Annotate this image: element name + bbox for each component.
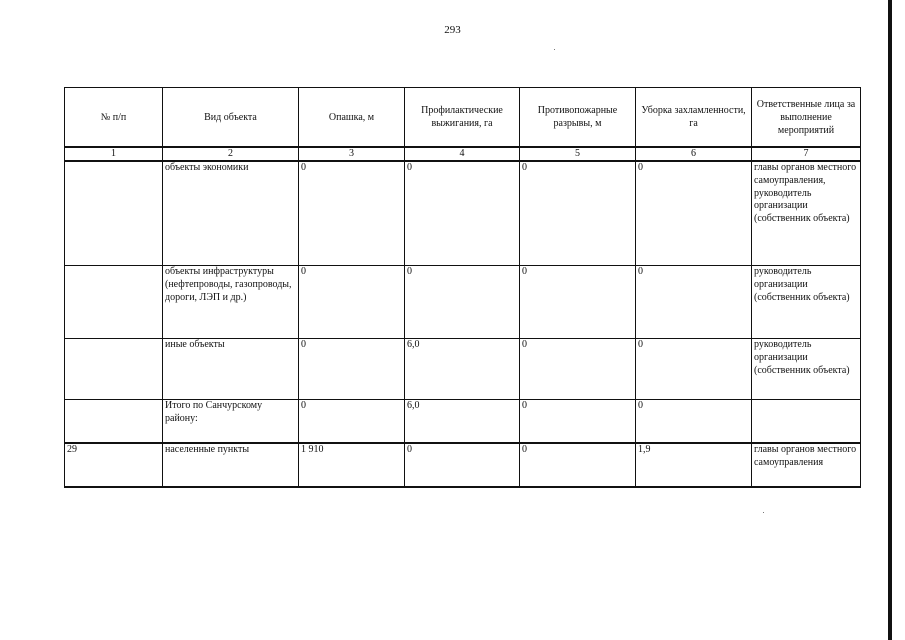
cell-plowing: 0 bbox=[299, 400, 405, 444]
column-number-row bbox=[65, 147, 861, 161]
header-cleanup: Уборка захламленности, га bbox=[636, 88, 752, 148]
cell-burning: 6,0 bbox=[405, 339, 520, 400]
cell-cleanup: 0 bbox=[636, 400, 752, 444]
scan-speck bbox=[554, 49, 555, 50]
cell-burning: 0 bbox=[405, 443, 520, 487]
column-number: 4 bbox=[405, 147, 520, 161]
cell-number: 29 bbox=[65, 443, 163, 487]
cell-object-type: иные объекты bbox=[163, 339, 299, 400]
cell-object-type: объекты экономики bbox=[163, 161, 299, 266]
header-plowing: Опашка, м bbox=[299, 88, 405, 148]
cell-number bbox=[65, 161, 163, 266]
cell-burning: 6,0 bbox=[405, 400, 520, 444]
column-number: 5 bbox=[520, 147, 636, 161]
header-responsible: Ответственные лица за выполнение мероприятий bbox=[752, 88, 861, 148]
table-row bbox=[65, 266, 861, 339]
cell-cleanup: 0 bbox=[636, 266, 752, 339]
cell-firebreaks: 0 bbox=[520, 161, 636, 266]
column-number: 7 bbox=[752, 147, 861, 161]
scan-speck bbox=[763, 512, 764, 513]
table-row bbox=[65, 443, 861, 487]
cell-firebreaks: 0 bbox=[520, 400, 636, 444]
cell-cleanup: 0 bbox=[636, 339, 752, 400]
cell-plowing: 0 bbox=[299, 161, 405, 266]
cell-responsible: главы органов местного самоуправления, руководитель организации (собственник объекта) bbox=[752, 161, 861, 266]
cell-object-type: объекты инфраструктуры (нефтепроводы, газопроводы, дороги, ЛЭП и др.) bbox=[163, 266, 299, 339]
scan-edge-line bbox=[888, 0, 892, 640]
fire-measures-table bbox=[64, 87, 861, 488]
cell-number bbox=[65, 266, 163, 339]
table-header-row bbox=[65, 88, 861, 148]
cell-plowing: 0 bbox=[299, 339, 405, 400]
table-row-total bbox=[65, 400, 861, 444]
cell-responsible bbox=[752, 400, 861, 444]
header-number: № п/п bbox=[65, 88, 163, 148]
column-number: 3 bbox=[299, 147, 405, 161]
table-row bbox=[65, 161, 861, 266]
column-number: 6 bbox=[636, 147, 752, 161]
cell-burning: 0 bbox=[405, 266, 520, 339]
cell-responsible: руководитель организации (собственник объекта) bbox=[752, 266, 861, 339]
header-burning: Профилактические выжигания, га bbox=[405, 88, 520, 148]
column-number: 1 bbox=[65, 147, 163, 161]
column-number: 2 bbox=[163, 147, 299, 161]
cell-firebreaks: 0 bbox=[520, 339, 636, 400]
cell-number bbox=[65, 339, 163, 400]
cell-responsible: руководитель организации (собственник объекта) bbox=[752, 339, 861, 400]
page-number: 293 bbox=[444, 24, 461, 36]
cell-plowing: 1 910 bbox=[299, 443, 405, 487]
cell-number bbox=[65, 400, 163, 444]
header-object-type: Вид объекта bbox=[163, 88, 299, 148]
cell-object-type: населенные пункты bbox=[163, 443, 299, 487]
table-row bbox=[65, 339, 861, 400]
cell-firebreaks: 0 bbox=[520, 266, 636, 339]
cell-cleanup: 0 bbox=[636, 161, 752, 266]
cell-plowing: 0 bbox=[299, 266, 405, 339]
cell-firebreaks: 0 bbox=[520, 443, 636, 487]
cell-cleanup: 1,9 bbox=[636, 443, 752, 487]
cell-burning: 0 bbox=[405, 161, 520, 266]
cell-object-type: Итого по Санчурскому району: bbox=[163, 400, 299, 444]
header-firebreaks: Противопожарные разрывы, м bbox=[520, 88, 636, 148]
cell-responsible: главы органов местного самоуправления bbox=[752, 443, 861, 487]
